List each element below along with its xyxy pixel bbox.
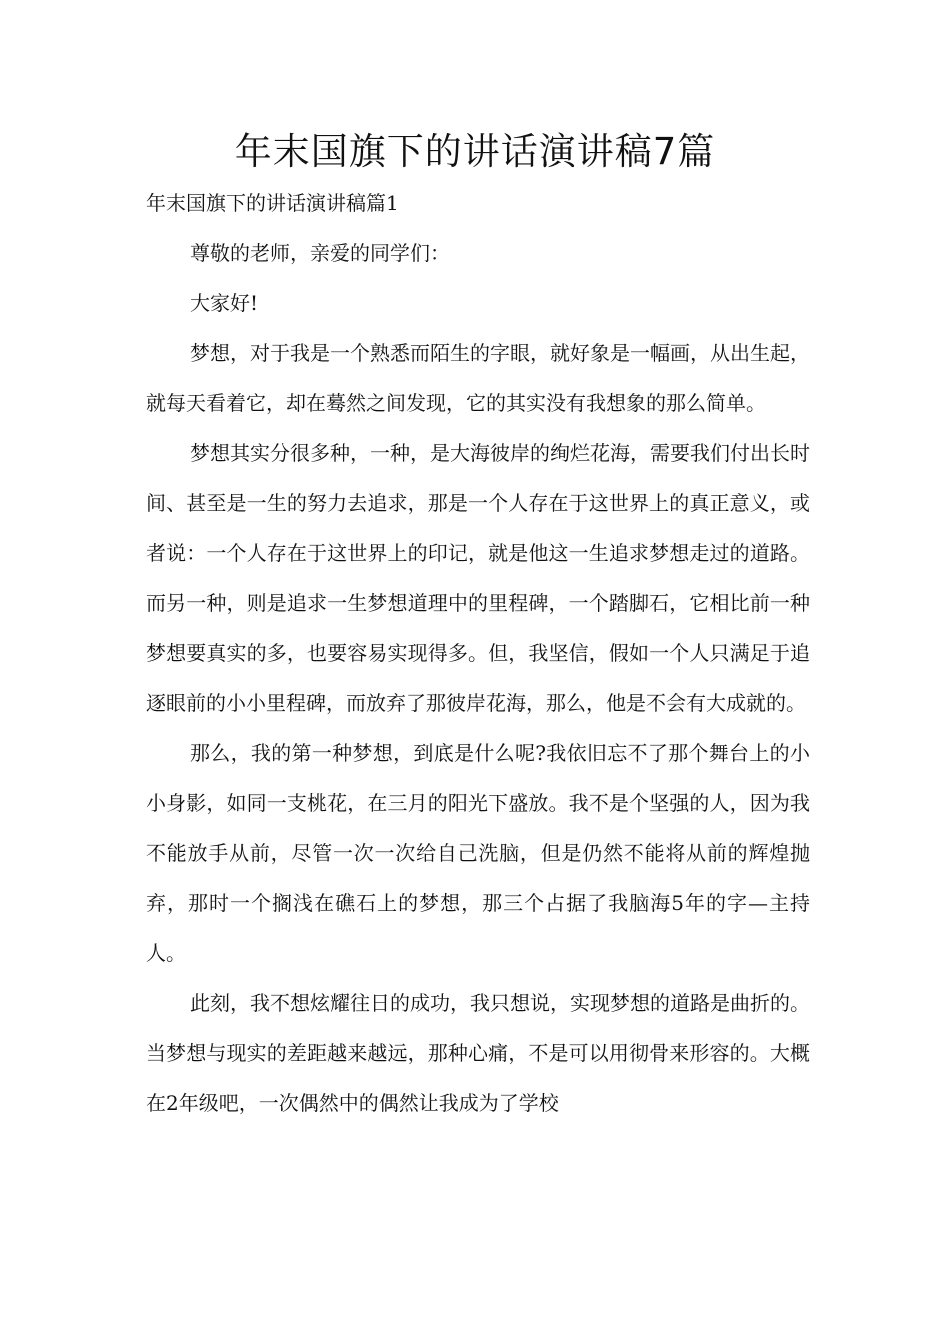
paragraph-first-dream: 那么，我的第一种梦想，到底是什么呢?我依旧忘不了那个舞台上的小小身影，如同一支桃花，在三月的阳光下盛放。我不是个坚强的人，因为我不能放手从前，尽管一次一次给自己洗脑，但是仍然不能将从前的辉煌抛弃，那时一个搁浅在礁石上的梦想，那三个占据了我脑海5年的字—主持人。: [146, 741, 810, 965]
document-body: [146, 178, 810, 1128]
paragraph-hello: 大家好!: [190, 291, 259, 315]
paragraph-dream-intro: 梦想，对于我是一个熟悉而陌生的字眼，就好象是一幅画，从出生起，就每天看着它，却在蓦然之间发现，它的其实没有我想象的那么简单。: [146, 341, 810, 415]
section-heading: 年末国旗下的讲话演讲稿篇1: [146, 191, 399, 215]
paragraph-path: 此刻，我不想炫耀往日的成功，我只想说，实现梦想的道路是曲折的。当梦想与现实的差距越来越远，那种心痛，不是可以用彻骨来形容的。大概在2年级吧，一次偶然中的偶然让我成为了学校: [146, 991, 810, 1115]
paragraph-dream-kinds: 梦想其实分很多种，一种，是大海彼岸的绚烂花海，需要我们付出长时间、甚至是一生的努力去追求，那是一个人存在于这世界上的真正意义，或者说：一个人存在于这世界上的印记，就是他这一生追求梦想走过的道路。而另一种，则是追求一生梦想道理中的里程碑，一个踏脚石，它相比前一种梦想要真实的多，也要容易实现得多。但，我坚信，假如一个人只满足于追逐眼前的小小里程碑，而放弃了那彼岸花海，那么，他是不会有大成就的。: [146, 441, 810, 715]
paragraph-greeting: 尊敬的老师，亲爱的同学们：: [190, 241, 450, 265]
document-title: 年末国旗下的讲话演讲稿7篇: [234, 130, 716, 173]
